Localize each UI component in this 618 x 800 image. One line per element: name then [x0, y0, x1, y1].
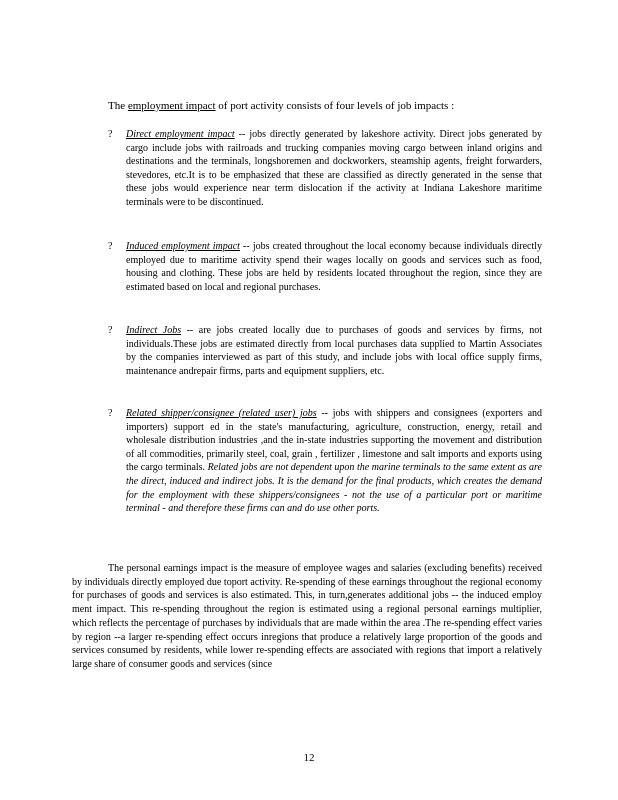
list-item-text	[126, 240, 542, 294]
item-label: Indirect Jobs	[126, 325, 182, 336]
bullet-glyph: ?	[108, 325, 113, 336]
list-item-text	[126, 128, 542, 210]
list-item-text	[126, 407, 542, 516]
item-body: -- jobs created throughout the local economy because individuals directly employed due to maritime activity spend their wages locally on goods and services such as food, housing and clothing. These jobs are held by residents located throughout the region, since they are estimated based on local and regional purchases.	[126, 241, 542, 293]
item-label: Induced employment impact	[126, 241, 240, 252]
item-label: Direct employment impact	[126, 129, 235, 140]
list-item-text	[126, 324, 542, 378]
intro-after: of port activity consists of four levels of job impacts :	[215, 100, 455, 112]
item-italic-tail: Related jobs are not dependent upon the marine terminals to the same extent as are the direct, induced and indirect jobs. It is the demand for the final products, which creates the demand for the employment with these shippers/consignees - not the use of a particular port or maritime terminal - and therefore these firms can and do use other ports.	[126, 462, 542, 515]
intro-underlined-term: employment impact	[127, 100, 216, 112]
item-body: -- jobs directly generated by lakeshore activity. Direct jobs generated by cargo include jobs with railroads and trucking companies moving cargo between inland origins and destinations and the terminals, longshoremen and dockworkers, steamship agents, freight forwarders, stevedores, etc.It is to be emphasized that these are classified as directly generated in the sense that these jobs would experience near term dislocation if the activity at Indiana Lakeshore maritime terminals were to be discontinued.	[126, 129, 542, 208]
intro-before: The	[108, 100, 128, 112]
item-body: -- jobs with shippers and consignees (exporters and importers) support ed in the state's manufacturing, agriculture, construction, energy, retail and wholesale distribution industries ,and the in-state industries supporting the movement and distribution of all commodities, primarily steel, coal, grain , fertilizer , limestone and salt imports and exports using the cargo terminals.	[126, 408, 543, 474]
item-body: -- are jobs created locally due to purchases of goods and services by firms, not individuals.These jobs are estimated directly from local purchases data supplied to Martin Associates by the companies interviewed as part of this study, and include jobs with local office supply firms, maintenance andrepair firms, parts and equipment suppliers, etc.	[126, 325, 542, 377]
personal-earnings-paragraph: The personal earnings impact is the measure of employee wages and salaries (excluding benefits) received by individuals directly employed due toport activity. Re-spending of these earnings throughout the regional economy for purchases of goods and services is also estimated. This, in turn,generates additional jobs -- the induced employ ment impact. This re-spending throughout the region is estimated using a regional personal earnings multiplier, which reflects the percentage of purchases by individuals that are made within the area .The re-spending effect varies by region --a larger re-spending effect occurs inregions that produce a relatively large proportion of the goods and services consumed by residents, while lower re-spending effects are associated with regions that import a relatively large share of consumer goods and services (since	[72, 563, 542, 670]
bullet-glyph: ?	[108, 129, 113, 140]
item-label: Related shipper/consignee (related user) jobs	[126, 408, 317, 419]
page-number: 12	[303, 752, 315, 764]
intro-sentence	[108, 100, 548, 113]
bullet-glyph: ?	[108, 241, 113, 252]
bullet-glyph: ?	[108, 408, 113, 419]
